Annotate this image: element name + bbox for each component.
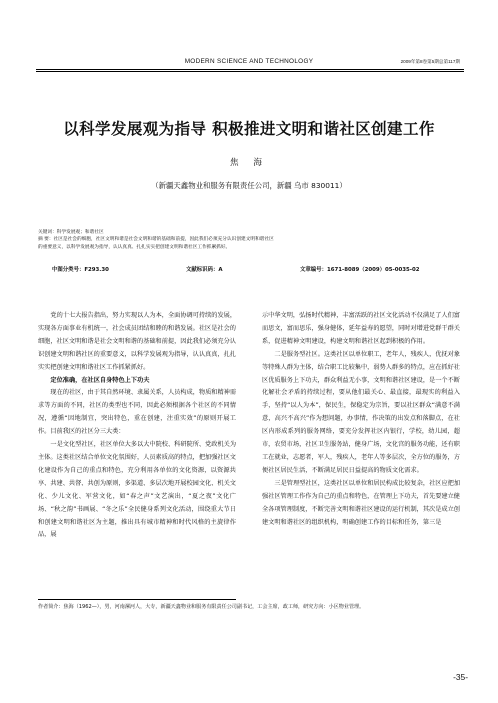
header-rule (36, 69, 464, 70)
paragraph: 二是服务型社区。这类社区以单位职工，老年人，残疾人，优抚对象等特殊人群为主体，结合职工比较集中，弱势人群多的特点，应在抓好社区优质服务上下功夫，群众利益无小事，文明和谐社区建设，是一个不断化解社会矛盾的持续过程，要从他们最关心、最直接，最现实的利益入手，坚持“以人为本”，保民生，保稳定为宗旨，要以社区群众“满意不满意，高兴不高兴”作为想问题，办事情，作决策的出发点和落脚点，在社区内形成系列的服务网络，要充分发挥社区内银行，学校，幼儿园，超市，农贸市场，社区卫生服务站，健身广场，文化宫的服务功能，还有职工在就业，志愿者，军人，残疾人，老年人等多层次，全方位的服务，方便社区居民生活，不断满足居民日益提高的物质文化需求。 (262, 350, 461, 474)
article-title: 以科学发展观为指导 积极推进文明和谐社区创建工作 (63, 119, 435, 138)
article-author: 焦 海 (230, 158, 268, 168)
keywords-line: 关键词：科学发展观；和谐社区 (38, 230, 104, 235)
author-affiliation: （新疆天鑫物业和服务有限责任公司，新疆 乌市 830011） (151, 181, 347, 190)
footnote-rule (38, 599, 236, 600)
paragraph: 示中华文明，弘扬时代精神，丰富活跃的社区文化活动不仅满足了人们富而思文，富而思乐，强身健体，延年益寿的愿望，同时对增进党群干群关系，促进精神文明建设，构建文明和谐社区起到积极的作用。 (262, 312, 460, 345)
issue-info: 2009年第8卷第5期总第117期 (400, 59, 460, 64)
section-heading: 定位准确，在社区自身特色上下功夫 (50, 376, 150, 384)
author-footnote: 作者简介：焦海（1962—），男，河南漯河人，大专，新疆天鑫物业和服务有限责任公司副书记，工会主席，政工师，研究方向：小区物业管理。 (38, 604, 365, 610)
page-number: -35- (453, 672, 468, 682)
paragraph: 现在的社区，由于其自然环境、隶属关系，人员构成，物质和精神需求等方面的不同，社区的类型也不同，因此必须根据各个社区的不同情况，遵循“因地制宜，突出特色，重在创建，注重实效”的原则开展工作。目前我区的社区分三大类： (38, 389, 237, 436)
classification-number: 中图分类号：F293.30 (52, 267, 109, 273)
article-number: 文章编号：1671-8089（2009）05-0035-02 (300, 267, 420, 273)
abstract-line-1: 摘 要：社区是社会的细胞，社区文明和谐是社会文明和谐的基础和前提，因此我们必须充分认识创建文明和谐社区 (38, 237, 274, 243)
body-column-left (38, 310, 236, 542)
paragraph: 一是文化型社区，社区单位大多以大中院校、科研院所、党政机关为主体。这类社区结合单位文化氛围好，人员素质高的特点，把加强社区文化建设作为自己的重点和特色，充分利用各单位的文化资源，以资源共享、共建、共督、共创为原则，多渠道、多层次地开展校园文化、机关文化、少儿文化、军营文化，如“春之声”文艺演出，“夏之夜”文化广场、“秋之韵”书画展、“冬之乐”全民健身系列文化活动，围绕重大节日和创建文明和谐社区为主题，推出具有城市精神和时代风格的主旋律作品，展 (38, 441, 237, 539)
paragraph: 三是管理型社区，这类社区以单位和居民构成比较复杂，社区应把加强社区管理工作作为自己的重点和特色，在管理上下功夫，首先要建立健全各项管理制度，不断完善文明和谐社区建设的运行机制，其次是成立创建文明和谐社区的组织机构，明确创建工作的目标和任务，第三是 (262, 479, 461, 526)
abstract-line-2: 的重要意义，以科学发展观为指导，认认真真、扎扎实实把创建文明和谐社区工作抓紧抓好。 (38, 244, 231, 250)
journal-name: MODERN SCIENCE AND TECHNOLOGY (184, 58, 314, 65)
header-rule-thin (36, 71, 464, 72)
paragraph: 党的十七大报告指出，努力实现以人为本，全面协调可持续的发展，实现各方面事业有机统一，社会成员团结和睦的和谐发展。社区是社会的细胞，社区文明和谐是社会文明和谐的基础和前提，因此我们必须充分认识创建文明和谐社区的重要意义，以科学发展观为指导，认认真真，扎扎实实把创建文明和谐社区工作抓紧抓好。 (38, 312, 237, 371)
document-code: 文献标识码：A (186, 267, 223, 273)
abstract-block (38, 229, 468, 251)
body-column-right (262, 310, 460, 529)
